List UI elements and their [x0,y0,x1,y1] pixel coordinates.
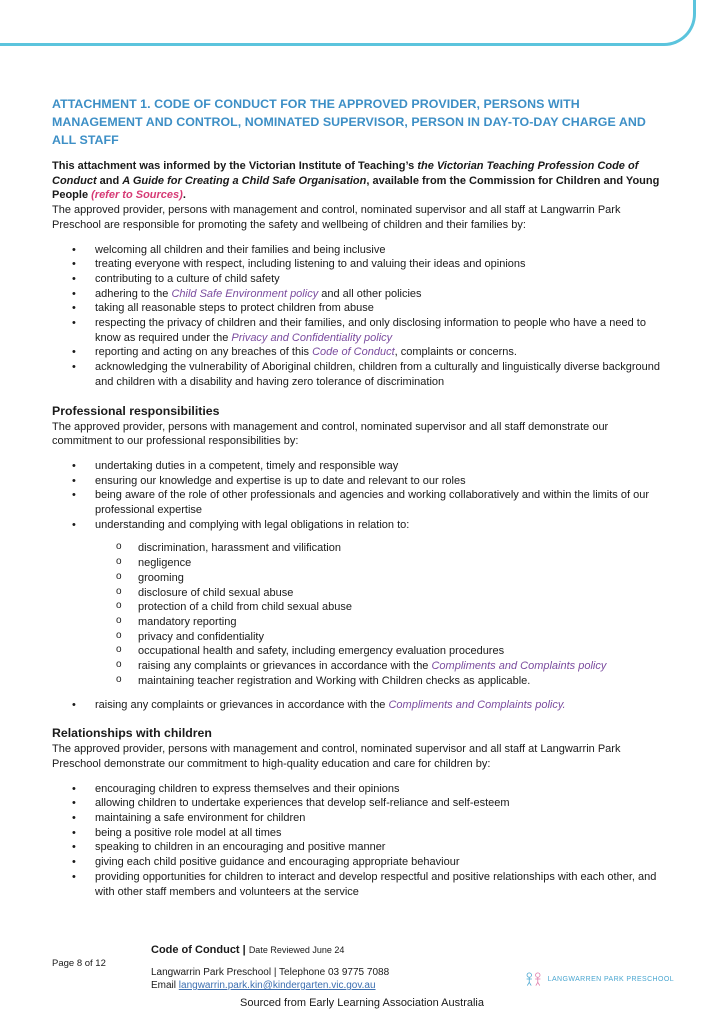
sub-list-item: o occupational health and safety, including emergency evaluation procedures [52,644,667,659]
list-text: respecting the privacy of children and their families, and only disclosing information to people who have a need to know as required under the [95,317,646,344]
list-item: • undertaking duties in a competent, timely and responsible way [52,459,667,474]
intro-text: This attachment was informed by the Victorian Institute of Teaching’s [52,160,418,172]
intro-paragraph-1 [52,159,667,203]
preschool-logo [524,966,674,992]
list-item: • understanding and complying with legal obligations in relation to: [52,518,667,533]
complaints-policy-link[interactable]: Compliments and Complaints policy [431,660,607,673]
list-item: • treating everyone with respect, including listening to and valuing their ideas and opinions [52,257,667,272]
sub-list-item: o grooming [52,571,667,586]
intro-paragraph-2: The approved provider, persons with management and control, nominated supervisor and all staff at Langwarrin Park Preschool are responsible for promoting the safety and wellbeing of children and their families by: [52,204,621,231]
list-text: and all other policies [318,287,422,300]
list-item: • speaking to children in an encouraging and positive manner [52,840,667,855]
sub-list-item: o maintaining teacher registration and Working with Children checks as applicable. [52,674,667,689]
list-item: • welcoming all children and their families and being inclusive [52,243,667,258]
professional-intro: The approved provider, persons with management and control, nominated supervisor and all staff demonstrate our commitment to our professional responsibilities by: [52,420,609,448]
sub-list-item: o mandatory reporting [52,615,667,630]
footer-email-link[interactable]: langwarrin.park.kin@kindergarten.vic.gov.au [178,980,376,991]
privacy-policy-link[interactable]: Privacy and Confidentiality policy [231,331,393,344]
footer-doc-title: Code of Conduct [151,944,240,956]
list-item: • giving each child positive guidance and encouraging appropriate behaviour [52,855,667,870]
intro-text: , available from the Commission for Children and Young People [52,174,660,202]
list-item [52,345,667,360]
refer-to-sources-link[interactable]: (refer to Sources) [91,189,183,202]
list-item [52,316,667,345]
responsibility-list [52,243,667,390]
logo-text: LANGWARREN PARK PRESCHOOL [547,975,674,983]
sub-list-item: o privacy and confidentiality [52,630,667,645]
sourced-note: Sourced from Early Learning Association Australia [240,997,484,1009]
list-text: reporting and acting on any breaches of this [95,346,313,359]
sub-list-item [52,659,667,674]
list-text: raising any complaints or grievances in accordance with the [95,698,389,711]
footer-email-line [151,979,389,992]
professional-list-continued [52,698,667,713]
relationships-list [52,782,667,900]
intro-text: . [182,189,186,202]
intro-code-title: the Victorian Teaching Profession Code of Conduct [52,160,639,187]
footer-org: Langwarrin Park Preschool | Telephone 03 9775 7088 [151,967,390,978]
list-text: , complaints or concerns. [394,346,517,359]
legal-obligations-list [52,541,667,688]
code-of-conduct-link[interactable]: Code of Conduct [312,346,395,359]
footer-meta [151,944,389,992]
complaints-policy-link[interactable]: Compliments and Complaints policy. [388,698,566,711]
list-text: raising any complaints or grievances in accordance with the [138,660,432,673]
relationships-heading: Relationships with children [52,726,212,741]
professional-list [52,459,667,533]
intro-guide-title: A Guide for Creating a Child Safe Organisation [122,174,367,187]
list-item: • ensuring our knowledge and expertise is up to date and relevant to our roles [52,474,667,489]
footer-separator: | [239,944,249,956]
intro-text: and [96,174,123,187]
page-number: Page 8 of 12 [52,958,106,969]
child-safe-policy-link[interactable]: Child Safe Environment policy [171,287,319,300]
attachment-title: ATTACHMENT 1. CODE OF CONDUCT FOR THE APPROVED PROVIDER, PERSONS WITH MANAGEMENT AND CONTROL, NOMINATED SUPERVISOR, PERSON IN DAY-TO-DAY CHARGE AND ALL STAFF [52,97,646,147]
list-item: • encouraging children to express themselves and their opinions [52,782,667,797]
footer-email-label: Email [151,980,179,991]
list-item: • maintaining a safe environment for children [52,811,667,826]
relationships-intro: The approved provider, persons with management and control, nominated supervisor and all staff at Langwarrin Park Preschool demonstrate our commitment to high-quality education and care for children by: [52,743,621,770]
list-item [52,698,667,713]
list-item: • contributing to a culture of child safety [52,272,667,287]
list-item: • being aware of the role of other professionals and agencies and working collaboratively and within the limits of our professional expertise [52,488,667,517]
document-body [52,95,667,899]
list-text: adhering to the [95,287,172,300]
list-item [52,287,667,302]
sub-list-item: o discrimination, harassment and vilification [52,541,667,556]
professional-heading: Professional responsibilities [52,403,220,418]
children-figures-icon [524,967,544,991]
footer-doc-line [151,944,389,957]
sub-list-item: o protection of a child from child sexual abuse [52,600,667,615]
list-item: • being a positive role model at all times [52,826,667,841]
sub-list-item: o disclosure of child sexual abuse [52,586,667,601]
sub-list-item: o negligence [52,556,667,571]
page-corner-border [0,0,696,46]
footer-date: Date Reviewed June 24 [248,945,345,955]
list-item: • allowing children to undertake experiences that develop self-reliance and self-esteem [52,796,667,811]
list-item: • taking all reasonable steps to protect children from abuse [52,301,667,316]
list-item: • acknowledging the vulnerability of Aboriginal children, children from a culturally and linguistically diverse background and children with a disability and having zero tolerance of discrimination [52,360,667,389]
list-item: • providing opportunities for children to interact and develop respectful and positive relationships with each other, and with other staff members and volunteers at the service [52,870,667,899]
